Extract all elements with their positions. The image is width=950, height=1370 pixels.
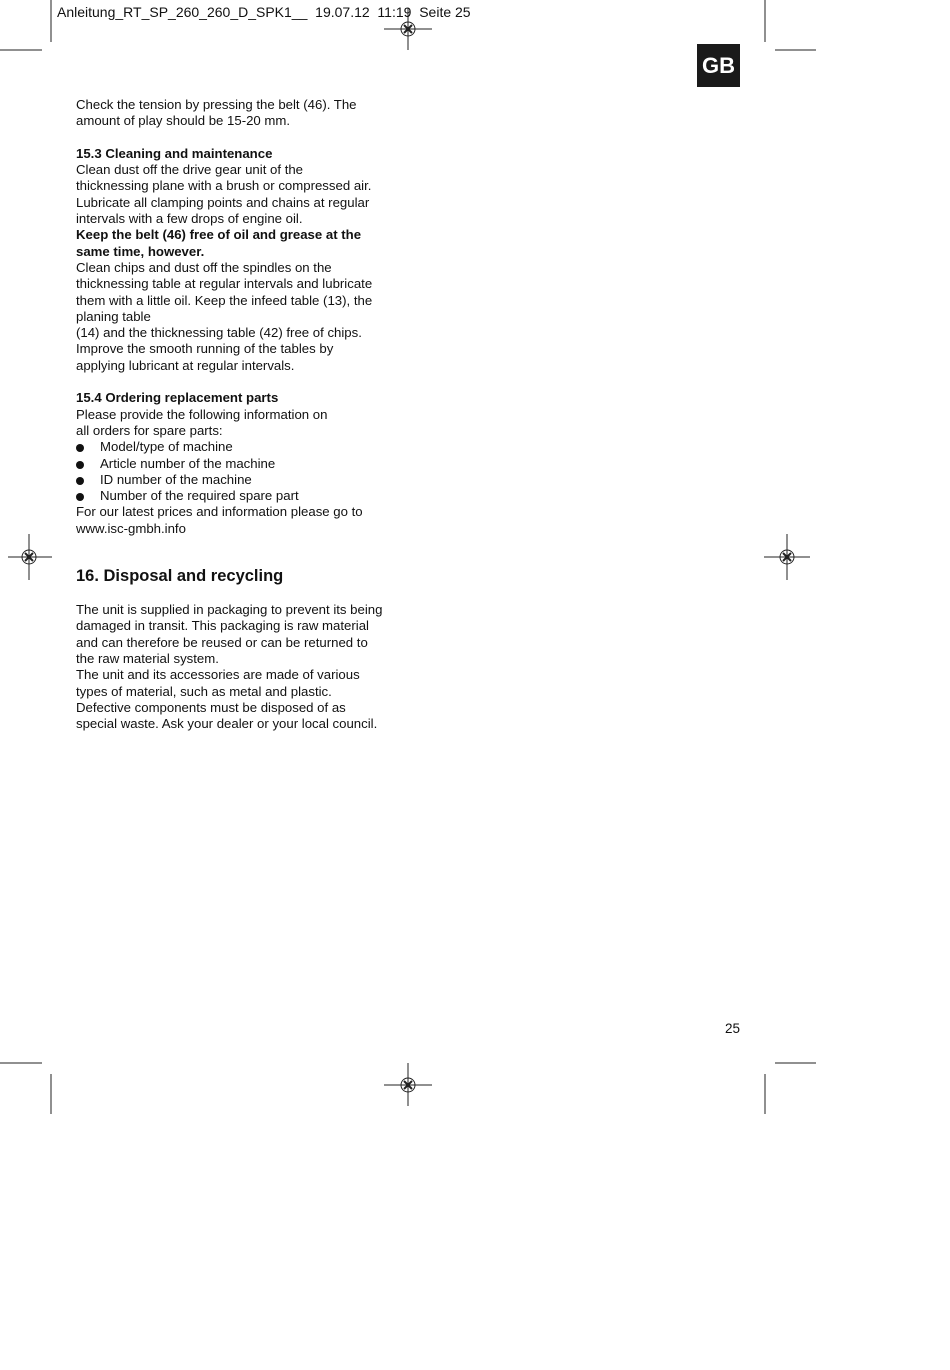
paragraph-line: Check the tension by pressing the belt (46). The bbox=[76, 97, 357, 112]
paragraph-line: thicknessing plane with a brush or compressed air. bbox=[76, 178, 372, 194]
warning-line: Keep the belt (46) free of oil and grease at the bbox=[76, 227, 362, 243]
paragraph-line: them with a little oil. Keep the infeed table (13), the bbox=[76, 292, 373, 308]
paragraph-line: amount of play should be 15-20 mm. bbox=[76, 113, 291, 129]
warning-line: same time, however. bbox=[76, 243, 205, 259]
section-heading-15-4: 15.4 Ordering replacement parts bbox=[76, 390, 279, 406]
paragraph-line: Improve the smooth running of the tables by bbox=[76, 341, 334, 357]
text-column bbox=[76, 97, 406, 732]
list-item: Number of the required spare part bbox=[76, 488, 406, 504]
paragraph-line: thicknessing table at regular intervals and lubricate bbox=[76, 276, 373, 292]
page-number: 25 bbox=[725, 1021, 741, 1036]
list-item: Article number of the machine bbox=[76, 456, 406, 472]
paragraph-line: Lubricate all clamping points and chains at regular bbox=[76, 194, 370, 210]
list-item: Model/type of machine bbox=[76, 439, 406, 455]
paragraph-line: planing table bbox=[76, 308, 151, 324]
paragraph-line: Clean dust off the drive gear unit of the bbox=[76, 162, 304, 178]
registration-mark-right bbox=[764, 534, 810, 580]
paragraph-line: Clean chips and dust off the spindles on the bbox=[76, 259, 332, 275]
paragraph-line: and can therefore be reused or can be returned to bbox=[76, 634, 368, 650]
language-badge: GB bbox=[697, 44, 740, 87]
paragraph-line: special waste. Ask your dealer or your local council. bbox=[76, 716, 378, 732]
spare-parts-list bbox=[76, 439, 406, 504]
list-item: ID number of the machine bbox=[76, 472, 406, 488]
registration-mark-bottom bbox=[384, 1063, 432, 1106]
paragraph-line: damaged in transit. This packaging is raw material bbox=[76, 618, 369, 634]
paragraph-line: the raw material system. bbox=[76, 650, 219, 666]
paragraph-line: Please provide the following information on bbox=[76, 406, 328, 422]
paragraph-line: all orders for spare parts: bbox=[76, 422, 223, 438]
section-heading-15-3: 15.3 Cleaning and maintenance bbox=[76, 145, 273, 161]
paragraph-line: The unit and its accessories are made of various bbox=[76, 667, 360, 683]
paragraph-line: types of material, such as metal and plastic. bbox=[76, 683, 332, 699]
website-link: www.isc-gmbh.info bbox=[76, 520, 186, 536]
paragraph-line: Defective components must be disposed of as bbox=[76, 699, 346, 715]
paragraph-line: The unit is supplied in packaging to prevent its being bbox=[76, 602, 383, 618]
paragraph-line: (14) and the thicknessing table (42) free of chips. bbox=[76, 325, 362, 341]
print-header: Anleitung_RT_SP_260_260_D_SPK1__ 19.07.12 11:19 Seite 25 bbox=[57, 4, 471, 20]
paragraph-line: For our latest prices and information please go to bbox=[76, 504, 363, 520]
section-heading-16: 16. Disposal and recycling bbox=[76, 567, 284, 586]
paragraph-line: intervals with a few drops of engine oil. bbox=[76, 211, 303, 227]
paragraph-line: applying lubricant at regular intervals. bbox=[76, 357, 295, 373]
registration-mark-left bbox=[8, 534, 52, 580]
